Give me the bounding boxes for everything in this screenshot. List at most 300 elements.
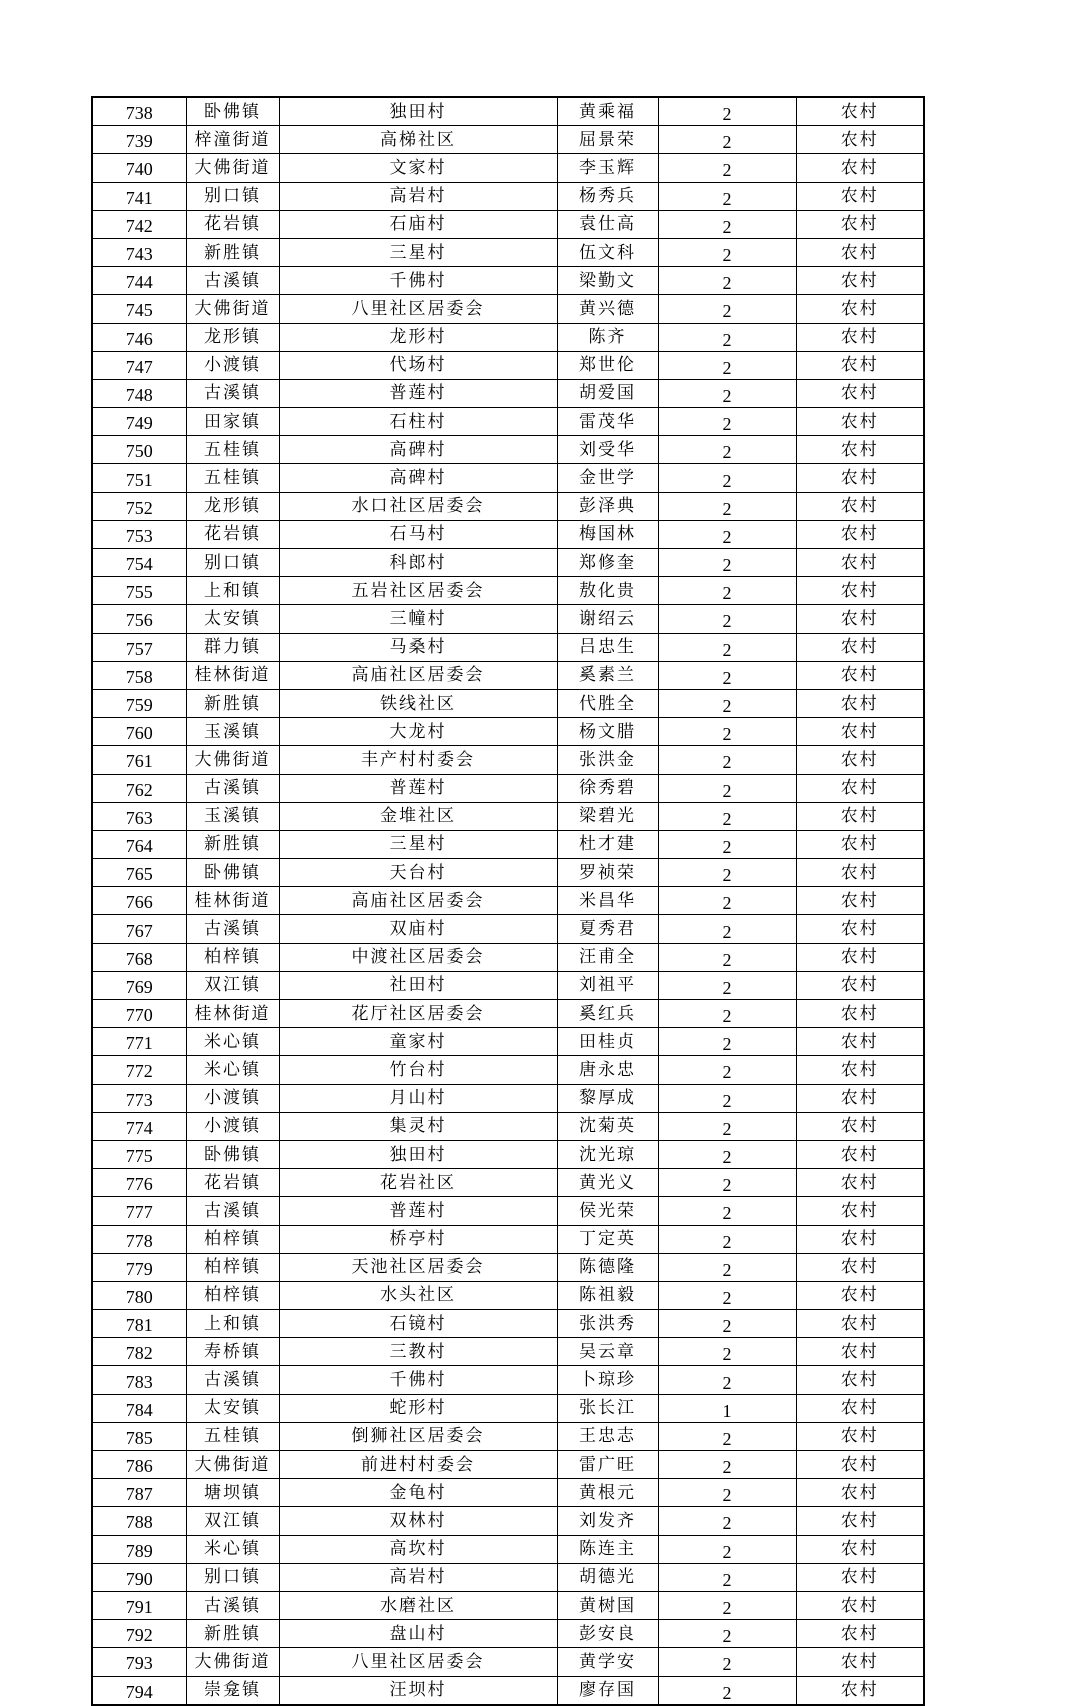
name-cell: 陈齐 bbox=[557, 323, 658, 351]
row-number: 764 bbox=[92, 830, 186, 858]
type-cell: 农村 bbox=[796, 267, 924, 295]
row-number: 781 bbox=[92, 1310, 186, 1338]
village-cell: 高岩村 bbox=[279, 1563, 557, 1591]
village-cell: 集灵村 bbox=[279, 1112, 557, 1140]
count-cell: 2 bbox=[658, 943, 796, 971]
type-cell: 农村 bbox=[796, 126, 924, 154]
row-number: 748 bbox=[92, 379, 186, 407]
table-row bbox=[92, 1648, 924, 1676]
count-cell: 2 bbox=[658, 1366, 796, 1394]
village-cell: 高碑村 bbox=[279, 436, 557, 464]
town-cell: 古溪镇 bbox=[186, 915, 279, 943]
town-cell: 五桂镇 bbox=[186, 1422, 279, 1450]
count-cell: 2 bbox=[658, 718, 796, 746]
type-cell: 农村 bbox=[796, 1281, 924, 1309]
village-cell: 石柱村 bbox=[279, 408, 557, 436]
table-row bbox=[92, 549, 924, 577]
town-cell: 新胜镇 bbox=[186, 238, 279, 266]
row-number: 777 bbox=[92, 1197, 186, 1225]
type-cell: 农村 bbox=[796, 1028, 924, 1056]
type-cell: 农村 bbox=[796, 1591, 924, 1619]
name-cell: 罗祯荣 bbox=[557, 859, 658, 887]
town-cell: 桂林街道 bbox=[186, 1000, 279, 1028]
count-cell: 2 bbox=[658, 238, 796, 266]
row-number: 756 bbox=[92, 605, 186, 633]
type-cell: 农村 bbox=[796, 1225, 924, 1253]
town-cell: 大佛街道 bbox=[186, 746, 279, 774]
village-cell: 水口社区居委会 bbox=[279, 492, 557, 520]
table-row bbox=[92, 830, 924, 858]
name-cell: 雷茂华 bbox=[557, 408, 658, 436]
row-number: 758 bbox=[92, 661, 186, 689]
count-cell: 2 bbox=[658, 1507, 796, 1535]
table-row bbox=[92, 1507, 924, 1535]
town-cell: 古溪镇 bbox=[186, 1366, 279, 1394]
table-row bbox=[92, 126, 924, 154]
name-cell: 侯光荣 bbox=[557, 1197, 658, 1225]
town-cell: 新胜镇 bbox=[186, 689, 279, 717]
town-cell: 太安镇 bbox=[186, 605, 279, 633]
row-number: 757 bbox=[92, 633, 186, 661]
name-cell: 杨秀兵 bbox=[557, 182, 658, 210]
name-cell: 郑修奎 bbox=[557, 549, 658, 577]
table-row bbox=[92, 1422, 924, 1450]
name-cell: 张洪金 bbox=[557, 746, 658, 774]
town-cell: 花岩镇 bbox=[186, 210, 279, 238]
name-cell: 梅国林 bbox=[557, 520, 658, 548]
type-cell: 农村 bbox=[796, 1140, 924, 1168]
type-cell: 农村 bbox=[796, 295, 924, 323]
village-cell: 花岩社区 bbox=[279, 1169, 557, 1197]
name-cell: 卜琼珍 bbox=[557, 1366, 658, 1394]
type-cell: 农村 bbox=[796, 1535, 924, 1563]
type-cell: 农村 bbox=[796, 887, 924, 915]
data-table bbox=[91, 96, 925, 1706]
name-cell: 屈景荣 bbox=[557, 126, 658, 154]
town-cell: 别口镇 bbox=[186, 182, 279, 210]
type-cell: 农村 bbox=[796, 661, 924, 689]
table-row bbox=[92, 1197, 924, 1225]
table-row bbox=[92, 238, 924, 266]
village-cell: 天池社区居委会 bbox=[279, 1253, 557, 1281]
name-cell: 王忠志 bbox=[557, 1422, 658, 1450]
type-cell: 农村 bbox=[796, 464, 924, 492]
row-number: 794 bbox=[92, 1676, 186, 1705]
row-number: 785 bbox=[92, 1422, 186, 1450]
table-row bbox=[92, 267, 924, 295]
village-cell: 水磨社区 bbox=[279, 1591, 557, 1619]
table-row bbox=[92, 379, 924, 407]
village-cell: 普莲村 bbox=[279, 774, 557, 802]
row-number: 738 bbox=[92, 97, 186, 126]
row-number: 769 bbox=[92, 971, 186, 999]
type-cell: 农村 bbox=[796, 1422, 924, 1450]
village-cell: 三教村 bbox=[279, 1338, 557, 1366]
village-cell: 汪坝村 bbox=[279, 1676, 557, 1705]
type-cell: 农村 bbox=[796, 915, 924, 943]
count-cell: 2 bbox=[658, 689, 796, 717]
count-cell: 2 bbox=[658, 971, 796, 999]
row-number: 771 bbox=[92, 1028, 186, 1056]
town-cell: 卧佛镇 bbox=[186, 859, 279, 887]
table-row bbox=[92, 436, 924, 464]
type-cell: 农村 bbox=[796, 802, 924, 830]
type-cell: 农村 bbox=[796, 859, 924, 887]
count-cell: 2 bbox=[658, 1253, 796, 1281]
village-cell: 花厅社区居委会 bbox=[279, 1000, 557, 1028]
row-number: 749 bbox=[92, 408, 186, 436]
count-cell: 2 bbox=[658, 1563, 796, 1591]
name-cell: 袁仕高 bbox=[557, 210, 658, 238]
village-cell: 金龟村 bbox=[279, 1479, 557, 1507]
table-row bbox=[92, 1676, 924, 1705]
village-cell: 三星村 bbox=[279, 830, 557, 858]
row-number: 778 bbox=[92, 1225, 186, 1253]
row-number: 776 bbox=[92, 1169, 186, 1197]
name-cell: 刘祖平 bbox=[557, 971, 658, 999]
name-cell: 刘受华 bbox=[557, 436, 658, 464]
row-number: 761 bbox=[92, 746, 186, 774]
village-cell: 天台村 bbox=[279, 859, 557, 887]
row-number: 791 bbox=[92, 1591, 186, 1619]
village-cell: 普莲村 bbox=[279, 1197, 557, 1225]
type-cell: 农村 bbox=[796, 1507, 924, 1535]
village-cell: 铁线社区 bbox=[279, 689, 557, 717]
count-cell: 2 bbox=[658, 830, 796, 858]
table-row bbox=[92, 1028, 924, 1056]
type-cell: 农村 bbox=[796, 633, 924, 661]
town-cell: 大佛街道 bbox=[186, 1451, 279, 1479]
village-cell: 高岩村 bbox=[279, 182, 557, 210]
type-cell: 农村 bbox=[796, 1084, 924, 1112]
table-row bbox=[92, 1253, 924, 1281]
name-cell: 黎厚成 bbox=[557, 1084, 658, 1112]
town-cell: 卧佛镇 bbox=[186, 97, 279, 126]
row-number: 767 bbox=[92, 915, 186, 943]
count-cell: 2 bbox=[658, 379, 796, 407]
town-cell: 双江镇 bbox=[186, 1507, 279, 1535]
town-cell: 田家镇 bbox=[186, 408, 279, 436]
row-number: 787 bbox=[92, 1479, 186, 1507]
row-number: 747 bbox=[92, 351, 186, 379]
village-cell: 代场村 bbox=[279, 351, 557, 379]
village-cell: 倒狮社区居委会 bbox=[279, 1422, 557, 1450]
table-row bbox=[92, 774, 924, 802]
type-cell: 农村 bbox=[796, 97, 924, 126]
name-cell: 黄光义 bbox=[557, 1169, 658, 1197]
type-cell: 农村 bbox=[796, 774, 924, 802]
row-number: 768 bbox=[92, 943, 186, 971]
type-cell: 农村 bbox=[796, 1648, 924, 1676]
table-row bbox=[92, 1281, 924, 1309]
row-number: 744 bbox=[92, 267, 186, 295]
count-cell: 2 bbox=[658, 351, 796, 379]
town-cell: 上和镇 bbox=[186, 1310, 279, 1338]
town-cell: 米心镇 bbox=[186, 1535, 279, 1563]
table-row bbox=[92, 182, 924, 210]
table-row bbox=[92, 1084, 924, 1112]
village-cell: 中渡社区居委会 bbox=[279, 943, 557, 971]
name-cell: 雷广旺 bbox=[557, 1451, 658, 1479]
name-cell: 梁碧光 bbox=[557, 802, 658, 830]
name-cell: 敖化贵 bbox=[557, 577, 658, 605]
count-cell: 2 bbox=[658, 1479, 796, 1507]
table-row bbox=[92, 1000, 924, 1028]
count-cell: 2 bbox=[658, 887, 796, 915]
type-cell: 农村 bbox=[796, 1000, 924, 1028]
row-number: 760 bbox=[92, 718, 186, 746]
town-cell: 太安镇 bbox=[186, 1394, 279, 1422]
village-cell: 月山村 bbox=[279, 1084, 557, 1112]
town-cell: 大佛街道 bbox=[186, 1648, 279, 1676]
row-number: 793 bbox=[92, 1648, 186, 1676]
town-cell: 玉溪镇 bbox=[186, 802, 279, 830]
count-cell: 2 bbox=[658, 97, 796, 126]
type-cell: 农村 bbox=[796, 1366, 924, 1394]
name-cell: 黄乘福 bbox=[557, 97, 658, 126]
type-cell: 农村 bbox=[796, 1169, 924, 1197]
count-cell: 2 bbox=[658, 267, 796, 295]
name-cell: 刘发齐 bbox=[557, 1507, 658, 1535]
count-cell: 2 bbox=[658, 436, 796, 464]
row-number: 773 bbox=[92, 1084, 186, 1112]
name-cell: 彭泽典 bbox=[557, 492, 658, 520]
count-cell: 2 bbox=[658, 323, 796, 351]
town-cell: 群力镇 bbox=[186, 633, 279, 661]
count-cell: 2 bbox=[658, 915, 796, 943]
town-cell: 古溪镇 bbox=[186, 1591, 279, 1619]
town-cell: 米心镇 bbox=[186, 1056, 279, 1084]
name-cell: 夏秀君 bbox=[557, 915, 658, 943]
type-cell: 农村 bbox=[796, 1479, 924, 1507]
type-cell: 农村 bbox=[796, 210, 924, 238]
count-cell: 2 bbox=[658, 661, 796, 689]
count-cell: 2 bbox=[658, 1591, 796, 1619]
village-cell: 桥亭村 bbox=[279, 1225, 557, 1253]
row-number: 779 bbox=[92, 1253, 186, 1281]
type-cell: 农村 bbox=[796, 689, 924, 717]
table-row bbox=[92, 943, 924, 971]
type-cell: 农村 bbox=[796, 718, 924, 746]
town-cell: 桂林街道 bbox=[186, 887, 279, 915]
type-cell: 农村 bbox=[796, 492, 924, 520]
town-cell: 双江镇 bbox=[186, 971, 279, 999]
name-cell: 杜才建 bbox=[557, 830, 658, 858]
table-row bbox=[92, 971, 924, 999]
count-cell: 2 bbox=[658, 126, 796, 154]
type-cell: 农村 bbox=[796, 520, 924, 548]
table-row bbox=[92, 492, 924, 520]
village-cell: 高庙社区居委会 bbox=[279, 887, 557, 915]
table-row bbox=[92, 1394, 924, 1422]
name-cell: 沈菊英 bbox=[557, 1112, 658, 1140]
table-row bbox=[92, 859, 924, 887]
village-cell: 童家村 bbox=[279, 1028, 557, 1056]
table-row bbox=[92, 210, 924, 238]
table-row bbox=[92, 746, 924, 774]
table-row bbox=[92, 1451, 924, 1479]
count-cell: 2 bbox=[658, 1028, 796, 1056]
table-row bbox=[92, 605, 924, 633]
type-cell: 农村 bbox=[796, 549, 924, 577]
town-cell: 柏梓镇 bbox=[186, 1281, 279, 1309]
count-cell: 2 bbox=[658, 605, 796, 633]
type-cell: 农村 bbox=[796, 943, 924, 971]
type-cell: 农村 bbox=[796, 577, 924, 605]
type-cell: 农村 bbox=[796, 323, 924, 351]
type-cell: 农村 bbox=[796, 1056, 924, 1084]
table-row bbox=[92, 1535, 924, 1563]
village-cell: 丰产村村委会 bbox=[279, 746, 557, 774]
count-cell: 2 bbox=[658, 492, 796, 520]
name-cell: 廖存国 bbox=[557, 1676, 658, 1705]
name-cell: 谢绍云 bbox=[557, 605, 658, 633]
row-number: 792 bbox=[92, 1620, 186, 1648]
town-cell: 梓潼街道 bbox=[186, 126, 279, 154]
count-cell: 2 bbox=[658, 859, 796, 887]
table-row bbox=[92, 689, 924, 717]
town-cell: 大佛街道 bbox=[186, 154, 279, 182]
name-cell: 吴云章 bbox=[557, 1338, 658, 1366]
type-cell: 农村 bbox=[796, 182, 924, 210]
row-number: 742 bbox=[92, 210, 186, 238]
name-cell: 张长江 bbox=[557, 1394, 658, 1422]
village-cell: 石镜村 bbox=[279, 1310, 557, 1338]
row-number: 751 bbox=[92, 464, 186, 492]
count-cell: 2 bbox=[658, 408, 796, 436]
count-cell: 2 bbox=[658, 1112, 796, 1140]
row-number: 790 bbox=[92, 1563, 186, 1591]
row-number: 783 bbox=[92, 1366, 186, 1394]
row-number: 740 bbox=[92, 154, 186, 182]
town-cell: 玉溪镇 bbox=[186, 718, 279, 746]
count-cell: 2 bbox=[658, 1451, 796, 1479]
town-cell: 柏梓镇 bbox=[186, 943, 279, 971]
row-number: 765 bbox=[92, 859, 186, 887]
table-row bbox=[92, 520, 924, 548]
name-cell: 田桂贞 bbox=[557, 1028, 658, 1056]
row-number: 754 bbox=[92, 549, 186, 577]
town-cell: 古溪镇 bbox=[186, 1197, 279, 1225]
count-cell: 2 bbox=[658, 549, 796, 577]
town-cell: 龙形镇 bbox=[186, 492, 279, 520]
type-cell: 农村 bbox=[796, 379, 924, 407]
village-cell: 高梯社区 bbox=[279, 126, 557, 154]
count-cell: 2 bbox=[658, 464, 796, 492]
type-cell: 农村 bbox=[796, 1451, 924, 1479]
table-row bbox=[92, 323, 924, 351]
type-cell: 农村 bbox=[796, 154, 924, 182]
count-cell: 2 bbox=[658, 1281, 796, 1309]
count-cell: 2 bbox=[658, 182, 796, 210]
town-cell: 塘坝镇 bbox=[186, 1479, 279, 1507]
village-cell: 八里社区居委会 bbox=[279, 1648, 557, 1676]
village-cell: 五岩社区居委会 bbox=[279, 577, 557, 605]
town-cell: 大佛街道 bbox=[186, 295, 279, 323]
table-row bbox=[92, 1479, 924, 1507]
table-row bbox=[92, 1225, 924, 1253]
village-cell: 前进村村委会 bbox=[279, 1451, 557, 1479]
name-cell: 彭安良 bbox=[557, 1620, 658, 1648]
type-cell: 农村 bbox=[796, 1620, 924, 1648]
name-cell: 唐永忠 bbox=[557, 1056, 658, 1084]
town-cell: 花岩镇 bbox=[186, 1169, 279, 1197]
type-cell: 农村 bbox=[796, 1197, 924, 1225]
town-cell: 寿桥镇 bbox=[186, 1338, 279, 1366]
table-row bbox=[92, 661, 924, 689]
name-cell: 汪甫全 bbox=[557, 943, 658, 971]
village-cell: 马桑村 bbox=[279, 633, 557, 661]
table-body bbox=[92, 97, 924, 1705]
table-row bbox=[92, 1620, 924, 1648]
table-row bbox=[92, 351, 924, 379]
name-cell: 代胜全 bbox=[557, 689, 658, 717]
type-cell: 农村 bbox=[796, 605, 924, 633]
town-cell: 五桂镇 bbox=[186, 464, 279, 492]
village-cell: 社田村 bbox=[279, 971, 557, 999]
town-cell: 花岩镇 bbox=[186, 520, 279, 548]
name-cell: 奚素兰 bbox=[557, 661, 658, 689]
name-cell: 黄学安 bbox=[557, 1648, 658, 1676]
name-cell: 丁定英 bbox=[557, 1225, 658, 1253]
village-cell: 八里社区居委会 bbox=[279, 295, 557, 323]
village-cell: 石马村 bbox=[279, 520, 557, 548]
count-cell: 2 bbox=[658, 1056, 796, 1084]
row-number: 750 bbox=[92, 436, 186, 464]
count-cell: 2 bbox=[658, 520, 796, 548]
row-number: 755 bbox=[92, 577, 186, 605]
town-cell: 柏梓镇 bbox=[186, 1253, 279, 1281]
count-cell: 2 bbox=[658, 1225, 796, 1253]
table-row bbox=[92, 1112, 924, 1140]
table-row bbox=[92, 577, 924, 605]
count-cell: 2 bbox=[658, 1169, 796, 1197]
town-cell: 古溪镇 bbox=[186, 774, 279, 802]
count-cell: 2 bbox=[658, 1535, 796, 1563]
town-cell: 上和镇 bbox=[186, 577, 279, 605]
village-cell: 竹台村 bbox=[279, 1056, 557, 1084]
town-cell: 崇龛镇 bbox=[186, 1676, 279, 1705]
name-cell: 胡爱国 bbox=[557, 379, 658, 407]
name-cell: 吕忠生 bbox=[557, 633, 658, 661]
row-number: 789 bbox=[92, 1535, 186, 1563]
type-cell: 农村 bbox=[796, 1394, 924, 1422]
table-row bbox=[92, 464, 924, 492]
name-cell: 梁勤文 bbox=[557, 267, 658, 295]
type-cell: 农村 bbox=[796, 1112, 924, 1140]
town-cell: 古溪镇 bbox=[186, 267, 279, 295]
type-cell: 农村 bbox=[796, 1676, 924, 1705]
row-number: 763 bbox=[92, 802, 186, 830]
village-cell: 三星村 bbox=[279, 238, 557, 266]
count-cell: 2 bbox=[658, 295, 796, 323]
town-cell: 新胜镇 bbox=[186, 1620, 279, 1648]
row-number: 741 bbox=[92, 182, 186, 210]
row-number: 746 bbox=[92, 323, 186, 351]
name-cell: 李玉辉 bbox=[557, 154, 658, 182]
village-cell: 高碑村 bbox=[279, 464, 557, 492]
town-cell: 米心镇 bbox=[186, 1028, 279, 1056]
village-cell: 科郎村 bbox=[279, 549, 557, 577]
count-cell: 2 bbox=[658, 1676, 796, 1705]
village-cell: 高坎村 bbox=[279, 1535, 557, 1563]
count-cell: 2 bbox=[658, 154, 796, 182]
row-number: 762 bbox=[92, 774, 186, 802]
count-cell: 2 bbox=[658, 1197, 796, 1225]
type-cell: 农村 bbox=[796, 971, 924, 999]
table-row bbox=[92, 1563, 924, 1591]
name-cell: 陈祖毅 bbox=[557, 1281, 658, 1309]
